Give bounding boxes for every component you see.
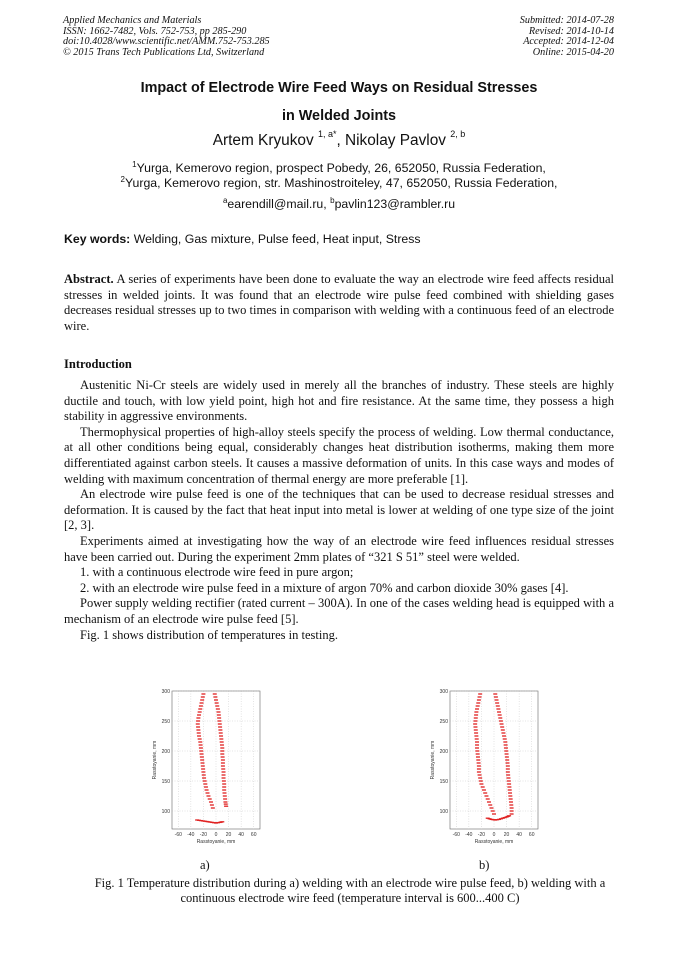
y-tick-label: 100 xyxy=(161,808,170,815)
y-tick-label: 200 xyxy=(161,748,170,755)
y-tick-label: 100 xyxy=(439,808,448,815)
author-emails xyxy=(0,196,678,211)
doi-line: doi:10.4028/www.scientific.net/AMM.752-753.285 xyxy=(63,36,270,48)
y-tick-label: 250 xyxy=(161,718,170,725)
author-separator: , xyxy=(336,132,346,150)
submitted-date: Submitted: 2014-07-28 xyxy=(519,15,614,26)
x-tick-label: 0 xyxy=(492,832,496,838)
intro-paragraph-6: Fig. 1 shows distribution of temperatures in testing. xyxy=(80,627,338,642)
email-b-sup: b xyxy=(330,196,335,205)
intro-paragraph-5: Power supply welding rectifier (rated current – 300A). In one of the cases welding head is equipped with a mechanism of an electrode wire pulse feed [5]. xyxy=(64,596,614,626)
x-tick-label: 0 xyxy=(214,832,218,838)
x-tick-label: -40 xyxy=(465,832,473,838)
y-axis-label: Rasstoyanie, mm xyxy=(430,740,436,780)
affiliation-2-sup: 2 xyxy=(120,175,125,184)
figure-1a-chart xyxy=(150,685,265,860)
accepted-date: Accepted: 2014-12-04 xyxy=(523,36,614,48)
section-heading-introduction: Introduction xyxy=(64,357,132,371)
x-tick-label: -20 xyxy=(477,832,486,838)
journal-header-right xyxy=(520,16,614,58)
introduction-body xyxy=(64,378,614,643)
x-tick-label: -60 xyxy=(174,832,182,838)
email-b: pavlin123@rambler.ru xyxy=(334,197,456,212)
keywords-text: Welding, Gas mixture, Pulse feed, Heat input, Stress xyxy=(130,232,421,246)
affiliation-1-text: Yurga, Kemerovo region, prospect Pobedy, 26, 652050, Russia Federation, xyxy=(136,161,546,176)
figure-1-caption: Fig. 1 Temperature distribution during a) welding with an electrode wire pulse feed, b) welding with a continuous electrode wire feed (temperature interval is 600...400 C) xyxy=(94,876,606,905)
x-tick-label: -40 xyxy=(187,832,195,838)
affiliation-1-sup: 1 xyxy=(132,160,137,169)
x-tick-label: 20 xyxy=(503,832,510,838)
x-tick-label: 40 xyxy=(238,832,244,838)
affiliation-1 xyxy=(0,160,678,175)
intro-paragraph-3: An electrode wire pulse feed is one of the techniques that can be used to decrease residual stresses and deformation. It is caused by the fact that heat input into metal is lower at welding of one type size of the joint [2, 3]. xyxy=(64,487,614,533)
intro-paragraph-1: Austenitic Ni-Cr steels are widely used in merely all the branches of industry. These steels are highly ductile and touch, with low yield point, high hot and fire resistance. At the same time, they possess a high stability in aggressive environments. xyxy=(64,378,614,424)
x-tick-label: -60 xyxy=(452,832,460,838)
abstract xyxy=(64,272,614,334)
online-date: Online: 2015-04-20 xyxy=(532,46,614,58)
y-tick-label: 150 xyxy=(439,778,448,785)
x-axis-label: Rasstoyanie, mm xyxy=(196,839,236,845)
author-1-sup: 1, a* xyxy=(317,129,337,139)
author-2-sup: 2, b xyxy=(450,129,466,139)
figure-label-b: b) xyxy=(479,858,490,872)
affiliation-2 xyxy=(0,175,678,190)
issn-line: ISSN: 1662-7482, Vols. 752-753, pp 285-290 xyxy=(63,25,247,37)
affiliation-2-text: Yurga, Kemerovo region, str. Mashinostroiteley, 47, 652050, Russia Federation, xyxy=(125,176,558,191)
abstract-label: Abstract. xyxy=(64,272,114,286)
keywords xyxy=(64,232,421,246)
x-tick-label: -20 xyxy=(199,832,208,838)
y-tick-label: 250 xyxy=(439,718,448,725)
y-axis-label: Rasstoyanie, mm xyxy=(152,740,158,780)
x-tick-label: 20 xyxy=(225,832,232,838)
x-tick-label: 40 xyxy=(516,832,522,838)
paper-title-line2: in Welded Joints xyxy=(281,108,397,124)
intro-paragraph-2: Thermophysical properties of high-alloy steels specify the process of welding. Low thermal conductance, at all other conditions being equal, considerably changes heat distribution isotherms, making them more differentiated against carbon steels. It causes a massive deformation of units. In this case ways and modes of welding with maximum concentration of thermal energy are more preferable [1]. xyxy=(64,424,614,486)
y-tick-label: 300 xyxy=(439,688,448,695)
x-tick-label: 60 xyxy=(250,832,257,838)
journal-header-left xyxy=(63,16,270,58)
y-tick-label: 300 xyxy=(161,688,170,695)
author-2: Nikolay Pavlov xyxy=(345,132,446,150)
email-a: earendill@mail.ru, xyxy=(227,197,331,212)
abstract-text: A series of experiments have been done to evaluate the way an electrode wire feed affects residual stresses in welded joints. It was found that an electrode wire pulse feed combined with shielding gases decreases residual stresses up to two times in comparison with welding with a continuous feed of an electrode wire. xyxy=(64,272,614,333)
revised-date: Revised: 2014-10-14 xyxy=(528,25,614,37)
journal-name: Applied Mechanics and Materials xyxy=(63,15,202,26)
paper-title-line1: Impact of Electrode Wire Feed Ways on Residual Stresses xyxy=(140,80,538,96)
list-item-2: 2. with an electrode wire pulse feed in a mixture of argon 70% and carbon dioxide 30% gases [4]. xyxy=(80,580,569,595)
y-tick-label: 150 xyxy=(161,778,170,785)
keywords-label: Key words: xyxy=(64,232,131,246)
copyright-line: © 2015 Trans Tech Publications Ltd, Switzerland xyxy=(63,46,265,58)
figure-1b-chart xyxy=(428,685,543,860)
y-tick-label: 200 xyxy=(439,748,448,755)
authors xyxy=(0,131,678,150)
list-item-1: 1. with a continuous electrode wire feed in pure argon; xyxy=(80,565,354,580)
figure-label-a: a) xyxy=(200,858,210,872)
x-tick-label: 60 xyxy=(528,832,535,838)
intro-paragraph-4: Experiments aimed at investigating how the way of an electrode wire feed influences residual stresses have been carried out. During the experiment 2mm plates of “321 S 51” steel were welded. xyxy=(64,533,614,564)
x-axis-label: Rasstoyanie, mm xyxy=(474,839,514,845)
email-a-sup: a xyxy=(222,196,228,205)
author-1: Artem Kryukov xyxy=(212,132,314,150)
